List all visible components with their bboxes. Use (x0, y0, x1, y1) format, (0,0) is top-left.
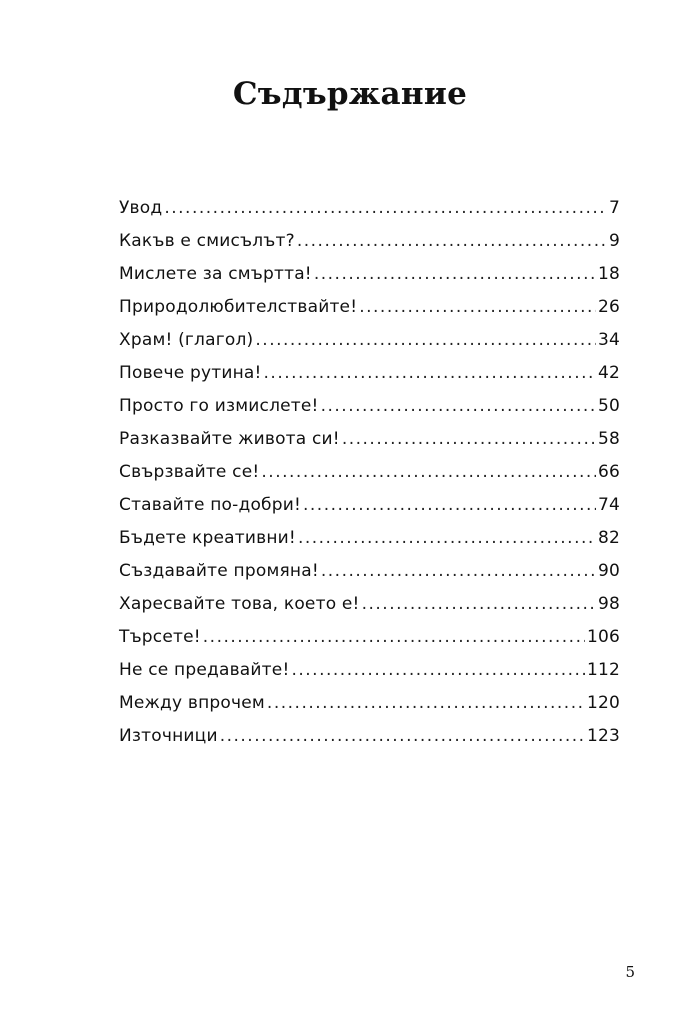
toc-entry-title: Не се предавайте! (119, 660, 290, 680)
toc-entry-title: Разказвайте живота си! (119, 429, 340, 449)
toc-entry-page: 106 (586, 627, 620, 647)
dot-leader (203, 621, 585, 654)
dot-leader (297, 225, 607, 258)
toc-entry-page: 26 (597, 297, 620, 317)
toc-entry (119, 258, 620, 291)
dot-leader (359, 291, 596, 324)
toc-entry-title: Храм! (глагол) (119, 330, 254, 350)
toc-entry (119, 390, 620, 423)
toc-entry-page: 58 (597, 429, 620, 449)
toc-entry-title: Увод (119, 198, 163, 218)
dot-leader (362, 588, 596, 621)
toc-entry-page: 82 (597, 528, 620, 548)
toc-entry (119, 621, 620, 654)
toc-entry (119, 357, 620, 390)
toc-entry-title: Какъв е смисълът? (119, 231, 295, 251)
toc-entry (119, 555, 620, 588)
dot-leader (164, 192, 607, 225)
toc-entry (119, 192, 620, 225)
toc-entry (119, 489, 620, 522)
toc-entry-page: 98 (597, 594, 620, 614)
table-of-contents (119, 192, 620, 753)
toc-entry (119, 687, 620, 720)
toc-entry-page: 66 (597, 462, 620, 482)
toc-entry-page: 112 (586, 660, 620, 680)
toc-entry (119, 654, 620, 687)
dot-leader (314, 258, 596, 291)
toc-entry-page: 90 (597, 561, 620, 581)
dot-leader (255, 324, 596, 357)
page-title: Съдържание (232, 76, 468, 112)
dot-leader (321, 390, 596, 423)
dot-leader (267, 687, 585, 720)
toc-entry-title: Бъдете креативни! (119, 528, 296, 548)
dot-leader (291, 654, 584, 687)
dot-leader (342, 423, 596, 456)
dot-leader (303, 489, 596, 522)
toc-entry-title: Търсете! (119, 627, 201, 647)
page-number: 5 (625, 963, 635, 981)
dot-leader (220, 720, 585, 753)
toc-entry-title: Ставайте по-добри! (119, 495, 301, 515)
toc-entry-page: 50 (597, 396, 620, 416)
toc-entry-title: Просто го измислете! (119, 396, 319, 416)
toc-entry-title: Мислете за смъртта! (119, 264, 312, 284)
toc-entry-page: 9 (608, 231, 620, 251)
toc-entry (119, 588, 620, 621)
toc-entry-title: Между впрочем (119, 693, 265, 713)
dot-leader (298, 522, 596, 555)
dot-leader (321, 555, 596, 588)
dot-leader (264, 357, 596, 390)
toc-entry (119, 720, 620, 753)
toc-entry (119, 324, 620, 357)
toc-entry-title: Повече рутина! (119, 363, 262, 383)
toc-entry-title: Източници (119, 726, 218, 746)
toc-entry (119, 291, 620, 324)
toc-entry-page: 123 (586, 726, 620, 746)
dot-leader (261, 456, 596, 489)
toc-entry-page: 74 (597, 495, 620, 515)
toc-entry (119, 522, 620, 555)
toc-entry-title: Харесвайте това, което е! (119, 594, 360, 614)
toc-entry-title: Създавайте промяна! (119, 561, 319, 581)
toc-entry-page: 34 (597, 330, 620, 350)
toc-entry-page: 18 (597, 264, 620, 284)
toc-entry (119, 225, 620, 258)
toc-entry (119, 456, 620, 489)
toc-entry-page: 7 (608, 198, 620, 218)
toc-entry-title: Свързвайте се! (119, 462, 260, 482)
toc-entry (119, 423, 620, 456)
toc-entry-page: 120 (586, 693, 620, 713)
toc-entry-page: 42 (597, 363, 620, 383)
toc-entry-title: Природолюбителствайте! (119, 297, 358, 317)
